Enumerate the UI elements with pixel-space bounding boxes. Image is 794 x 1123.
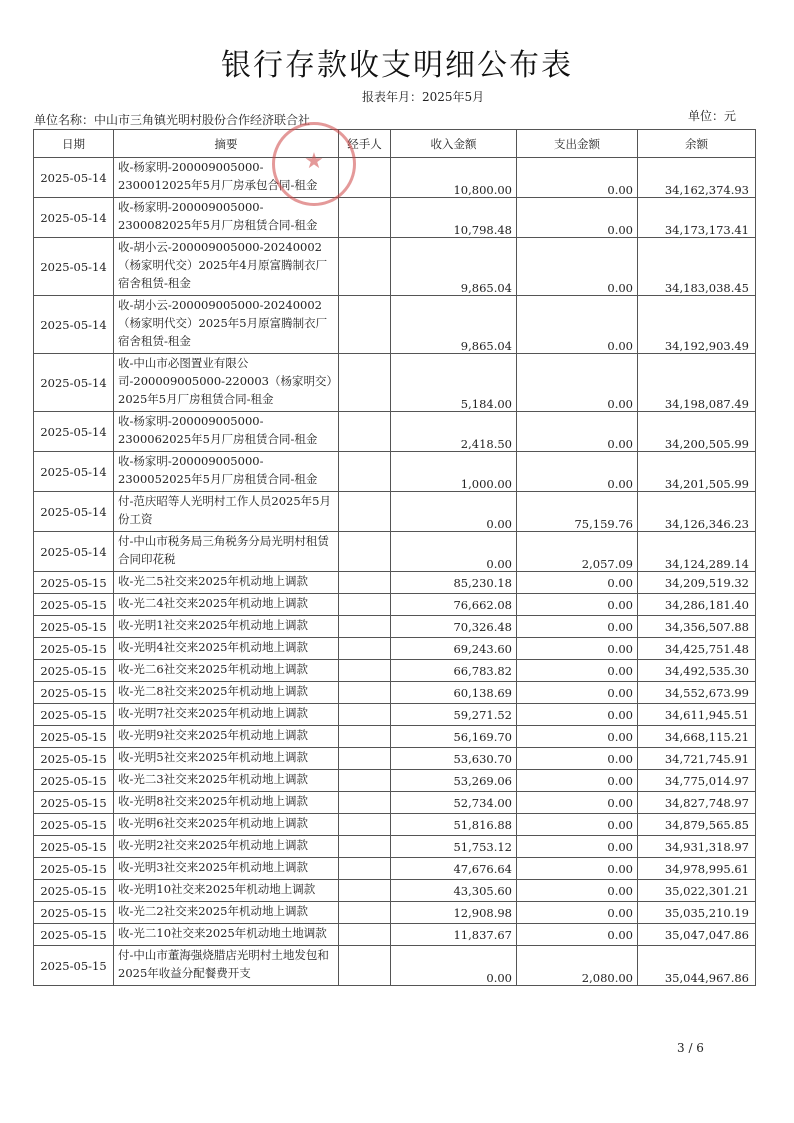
balance-cell: 34,356,507.88 <box>638 616 756 638</box>
table-row <box>34 814 756 836</box>
summary-cell: 收-光二3社交来2025年机动地上调款 <box>114 770 339 792</box>
date-cell: 2025-05-14 <box>34 492 114 532</box>
date-cell: 2025-05-15 <box>34 902 114 924</box>
expense-cell: 0.00 <box>517 924 638 946</box>
summary-cell: 收-光二5社交来2025年机动地上调款 <box>114 572 339 594</box>
table-row <box>34 532 756 572</box>
income-cell: 10,798.48 <box>391 198 517 238</box>
summary-cell: 收-光明7社交来2025年机动地上调款 <box>114 704 339 726</box>
balance-cell: 34,552,673.99 <box>638 682 756 704</box>
column-header-balance: 余额 <box>638 130 756 158</box>
date-cell: 2025-05-14 <box>34 296 114 354</box>
summary-cell: 收-光明9社交来2025年机动地上调款 <box>114 726 339 748</box>
expense-cell: 0.00 <box>517 594 638 616</box>
table-row <box>34 660 756 682</box>
table-row <box>34 198 756 238</box>
income-cell: 43,305.60 <box>391 880 517 902</box>
income-cell: 47,676.64 <box>391 858 517 880</box>
summary-cell: 收-杨家明-200009005000-2300082025年5月厂房租赁合同-租金 <box>114 198 339 238</box>
summary-cell: 收-胡小云-200009005000-20240002（杨家明代交）2025年4月原富腾制衣厂宿舍租赁-租金 <box>114 238 339 296</box>
balance-cell: 34,200,505.99 <box>638 412 756 452</box>
expense-cell: 0.00 <box>517 704 638 726</box>
date-cell: 2025-05-15 <box>34 836 114 858</box>
expense-cell: 0.00 <box>517 792 638 814</box>
handler-cell <box>339 452 391 492</box>
handler-cell <box>339 198 391 238</box>
income-cell: 11,837.67 <box>391 924 517 946</box>
column-header-income: 收入金额 <box>391 130 517 158</box>
balance-cell: 34,198,087.49 <box>638 354 756 412</box>
balance-cell: 34,192,903.49 <box>638 296 756 354</box>
income-cell: 85,230.18 <box>391 572 517 594</box>
expense-cell: 2,080.00 <box>517 946 638 986</box>
summary-cell: 收-光二8社交来2025年机动地上调款 <box>114 682 339 704</box>
income-cell: 10,800.00 <box>391 158 517 198</box>
summary-cell: 付-中山市董海强烧腊店光明村土地发包和2025年收益分配餐费开支 <box>114 946 339 986</box>
official-seal: ★ <box>272 122 356 206</box>
org-name: 中山市三角镇光明村股份合作经济联合社 <box>94 113 311 127</box>
income-cell: 66,783.82 <box>391 660 517 682</box>
summary-cell: 收-中山市必图置业有限公司-200009005000-220003（杨家明交）2025年5月厂房租赁合同-租金 <box>114 354 339 412</box>
income-cell: 0.00 <box>391 946 517 986</box>
summary-cell: 收-光明3社交来2025年机动地上调款 <box>114 858 339 880</box>
balance-cell: 35,044,967.86 <box>638 946 756 986</box>
expense-cell: 0.00 <box>517 412 638 452</box>
table-row <box>34 748 756 770</box>
income-cell: 9,865.04 <box>391 238 517 296</box>
summary-cell: 付-范庆昭等人光明村工作人员2025年5月份工资 <box>114 492 339 532</box>
income-cell: 2,418.50 <box>391 412 517 452</box>
date-cell: 2025-05-15 <box>34 704 114 726</box>
table-row <box>34 902 756 924</box>
handler-cell <box>339 238 391 296</box>
summary-cell: 收-光明6社交来2025年机动地上调款 <box>114 814 339 836</box>
expense-cell: 0.00 <box>517 198 638 238</box>
handler-cell <box>339 792 391 814</box>
expense-cell: 0.00 <box>517 682 638 704</box>
handler-cell <box>339 638 391 660</box>
date-cell: 2025-05-15 <box>34 946 114 986</box>
table-row <box>34 296 756 354</box>
page-title: 银行存款收支明细公布表 <box>221 48 573 83</box>
handler-cell <box>339 902 391 924</box>
table-row <box>34 770 756 792</box>
date-cell: 2025-05-15 <box>34 594 114 616</box>
table-row <box>34 924 756 946</box>
balance-cell: 34,124,289.14 <box>638 532 756 572</box>
handler-cell <box>339 682 391 704</box>
date-cell: 2025-05-14 <box>34 532 114 572</box>
header-row <box>34 130 756 158</box>
income-cell: 69,243.60 <box>391 638 517 660</box>
balance-cell: 34,492,535.30 <box>638 660 756 682</box>
column-header-date: 日期 <box>34 130 114 158</box>
table-row <box>34 492 756 532</box>
date-cell: 2025-05-14 <box>34 238 114 296</box>
handler-cell <box>339 660 391 682</box>
table-row <box>34 836 756 858</box>
expense-cell: 0.00 <box>517 748 638 770</box>
summary-cell: 收-光二6社交来2025年机动地上调款 <box>114 660 339 682</box>
date-cell: 2025-05-15 <box>34 616 114 638</box>
balance-cell: 34,209,519.32 <box>638 572 756 594</box>
expense-cell: 0.00 <box>517 858 638 880</box>
expense-cell: 0.00 <box>517 158 638 198</box>
date-cell: 2025-05-15 <box>34 924 114 946</box>
balance-cell: 35,035,210.19 <box>638 902 756 924</box>
summary-cell: 收-光明10社交来2025年机动地上调款 <box>114 880 339 902</box>
date-cell: 2025-05-15 <box>34 748 114 770</box>
summary-cell: 收-杨家明-200009005000-2300062025年5月厂房租赁合同-租金 <box>114 412 339 452</box>
table-row <box>34 616 756 638</box>
table-row <box>34 638 756 660</box>
income-cell: 53,269.06 <box>391 770 517 792</box>
income-cell: 51,816.88 <box>391 814 517 836</box>
date-cell: 2025-05-15 <box>34 858 114 880</box>
handler-cell <box>339 748 391 770</box>
handler-cell <box>339 572 391 594</box>
balance-cell: 35,047,047.86 <box>638 924 756 946</box>
handler-cell <box>339 492 391 532</box>
table-row <box>34 858 756 880</box>
expense-cell: 0.00 <box>517 572 638 594</box>
balance-cell: 34,879,565.85 <box>638 814 756 836</box>
summary-cell: 收-胡小云-200009005000-20240002（杨家明代交）2025年5月原富腾制衣厂宿舍租赁-租金 <box>114 296 339 354</box>
table-row <box>34 238 756 296</box>
date-cell: 2025-05-15 <box>34 726 114 748</box>
date-cell: 2025-05-15 <box>34 572 114 594</box>
report-period: 报表年月：2025年5月 <box>362 90 485 104</box>
balance-cell: 35,022,301.21 <box>638 880 756 902</box>
handler-cell <box>339 836 391 858</box>
income-cell: 70,326.48 <box>391 616 517 638</box>
handler-cell <box>339 616 391 638</box>
balance-cell: 34,775,014.97 <box>638 770 756 792</box>
expense-cell: 75,159.76 <box>517 492 638 532</box>
date-cell: 2025-05-15 <box>34 880 114 902</box>
page-number: 3 / 6 <box>677 1041 704 1055</box>
currency-unit: 单位：元 <box>688 109 737 123</box>
table-row <box>34 158 756 198</box>
income-cell: 76,662.08 <box>391 594 517 616</box>
summary-cell: 收-光明2社交来2025年机动地上调款 <box>114 836 339 858</box>
organization-line <box>34 111 310 128</box>
balance-cell: 34,931,318.97 <box>638 836 756 858</box>
expense-cell: 0.00 <box>517 902 638 924</box>
income-cell: 0.00 <box>391 532 517 572</box>
handler-cell <box>339 704 391 726</box>
income-cell: 59,271.52 <box>391 704 517 726</box>
expense-cell: 2,057.09 <box>517 532 638 572</box>
date-cell: 2025-05-15 <box>34 682 114 704</box>
table-row <box>34 704 756 726</box>
handler-cell <box>339 412 391 452</box>
income-cell: 53,630.70 <box>391 748 517 770</box>
table-row <box>34 572 756 594</box>
date-cell: 2025-05-14 <box>34 354 114 412</box>
summary-cell: 收-光明4社交来2025年机动地上调款 <box>114 638 339 660</box>
expense-cell: 0.00 <box>517 616 638 638</box>
balance-cell: 34,173,173.41 <box>638 198 756 238</box>
handler-cell <box>339 594 391 616</box>
balance-cell: 34,978,995.61 <box>638 858 756 880</box>
table-row <box>34 682 756 704</box>
column-header-expense: 支出金额 <box>517 130 638 158</box>
date-cell: 2025-05-15 <box>34 638 114 660</box>
expense-cell: 0.00 <box>517 238 638 296</box>
table-row <box>34 354 756 412</box>
balance-cell: 34,183,038.45 <box>638 238 756 296</box>
handler-cell <box>339 296 391 354</box>
date-cell: 2025-05-14 <box>34 452 114 492</box>
handler-cell <box>339 814 391 836</box>
expense-cell: 0.00 <box>517 880 638 902</box>
column-header-summary: 摘要 <box>114 130 339 158</box>
income-cell: 9,865.04 <box>391 296 517 354</box>
column-header-handler: 经手人 <box>339 130 391 158</box>
summary-cell: 收-光明8社交来2025年机动地上调款 <box>114 792 339 814</box>
expense-cell: 0.00 <box>517 770 638 792</box>
handler-cell <box>339 726 391 748</box>
handler-cell <box>339 880 391 902</box>
table-row <box>34 452 756 492</box>
table-row <box>34 946 756 986</box>
summary-cell: 收-光明1社交来2025年机动地上调款 <box>114 616 339 638</box>
balance-cell: 34,201,505.99 <box>638 452 756 492</box>
date-cell: 2025-05-15 <box>34 814 114 836</box>
expense-cell: 0.00 <box>517 836 638 858</box>
date-cell: 2025-05-14 <box>34 198 114 238</box>
summary-cell: 收-光二10社交来2025年机动地土地调款 <box>114 924 339 946</box>
handler-cell <box>339 946 391 986</box>
handler-cell <box>339 858 391 880</box>
income-cell: 0.00 <box>391 492 517 532</box>
expense-cell: 0.00 <box>517 354 638 412</box>
ledger-table <box>33 129 756 986</box>
balance-cell: 34,827,748.97 <box>638 792 756 814</box>
table-row <box>34 412 756 452</box>
balance-cell: 34,425,751.48 <box>638 638 756 660</box>
date-cell: 2025-05-15 <box>34 792 114 814</box>
income-cell: 12,908.98 <box>391 902 517 924</box>
income-cell: 52,734.00 <box>391 792 517 814</box>
balance-cell: 34,286,181.40 <box>638 594 756 616</box>
table-row <box>34 880 756 902</box>
table-row <box>34 726 756 748</box>
income-cell: 60,138.69 <box>391 682 517 704</box>
org-label: 单位名称： <box>34 113 95 127</box>
income-cell: 5,184.00 <box>391 354 517 412</box>
table-row <box>34 792 756 814</box>
balance-cell: 34,611,945.51 <box>638 704 756 726</box>
handler-cell <box>339 532 391 572</box>
expense-cell: 0.00 <box>517 814 638 836</box>
table-row <box>34 594 756 616</box>
date-cell: 2025-05-14 <box>34 412 114 452</box>
date-cell: 2025-05-15 <box>34 770 114 792</box>
balance-cell: 34,162,374.93 <box>638 158 756 198</box>
balance-cell: 34,721,745.91 <box>638 748 756 770</box>
income-cell: 56,169.70 <box>391 726 517 748</box>
summary-cell: 收-光二2社交来2025年机动地上调款 <box>114 902 339 924</box>
handler-cell <box>339 770 391 792</box>
date-cell: 2025-05-14 <box>34 158 114 198</box>
income-cell: 1,000.00 <box>391 452 517 492</box>
summary-cell: 收-杨家明-200009005000-2300052025年5月厂房租赁合同-租金 <box>114 452 339 492</box>
expense-cell: 0.00 <box>517 638 638 660</box>
expense-cell: 0.00 <box>517 452 638 492</box>
balance-cell: 34,126,346.23 <box>638 492 756 532</box>
expense-cell: 0.00 <box>517 726 638 748</box>
income-cell: 51,753.12 <box>391 836 517 858</box>
summary-cell: 收-杨家明-200009005000-2300012025年5月厂房承包合同-租金 <box>114 158 339 198</box>
date-cell: 2025-05-15 <box>34 660 114 682</box>
summary-cell: 收-光明5社交来2025年机动地上调款 <box>114 748 339 770</box>
ledger-body <box>34 158 756 986</box>
handler-cell <box>339 354 391 412</box>
summary-cell: 收-光二4社交来2025年机动地上调款 <box>114 594 339 616</box>
expense-cell: 0.00 <box>517 660 638 682</box>
expense-cell: 0.00 <box>517 296 638 354</box>
handler-cell <box>339 924 391 946</box>
summary-cell: 付-中山市税务局三角税务分局光明村租赁合同印花税 <box>114 532 339 572</box>
balance-cell: 34,668,115.21 <box>638 726 756 748</box>
